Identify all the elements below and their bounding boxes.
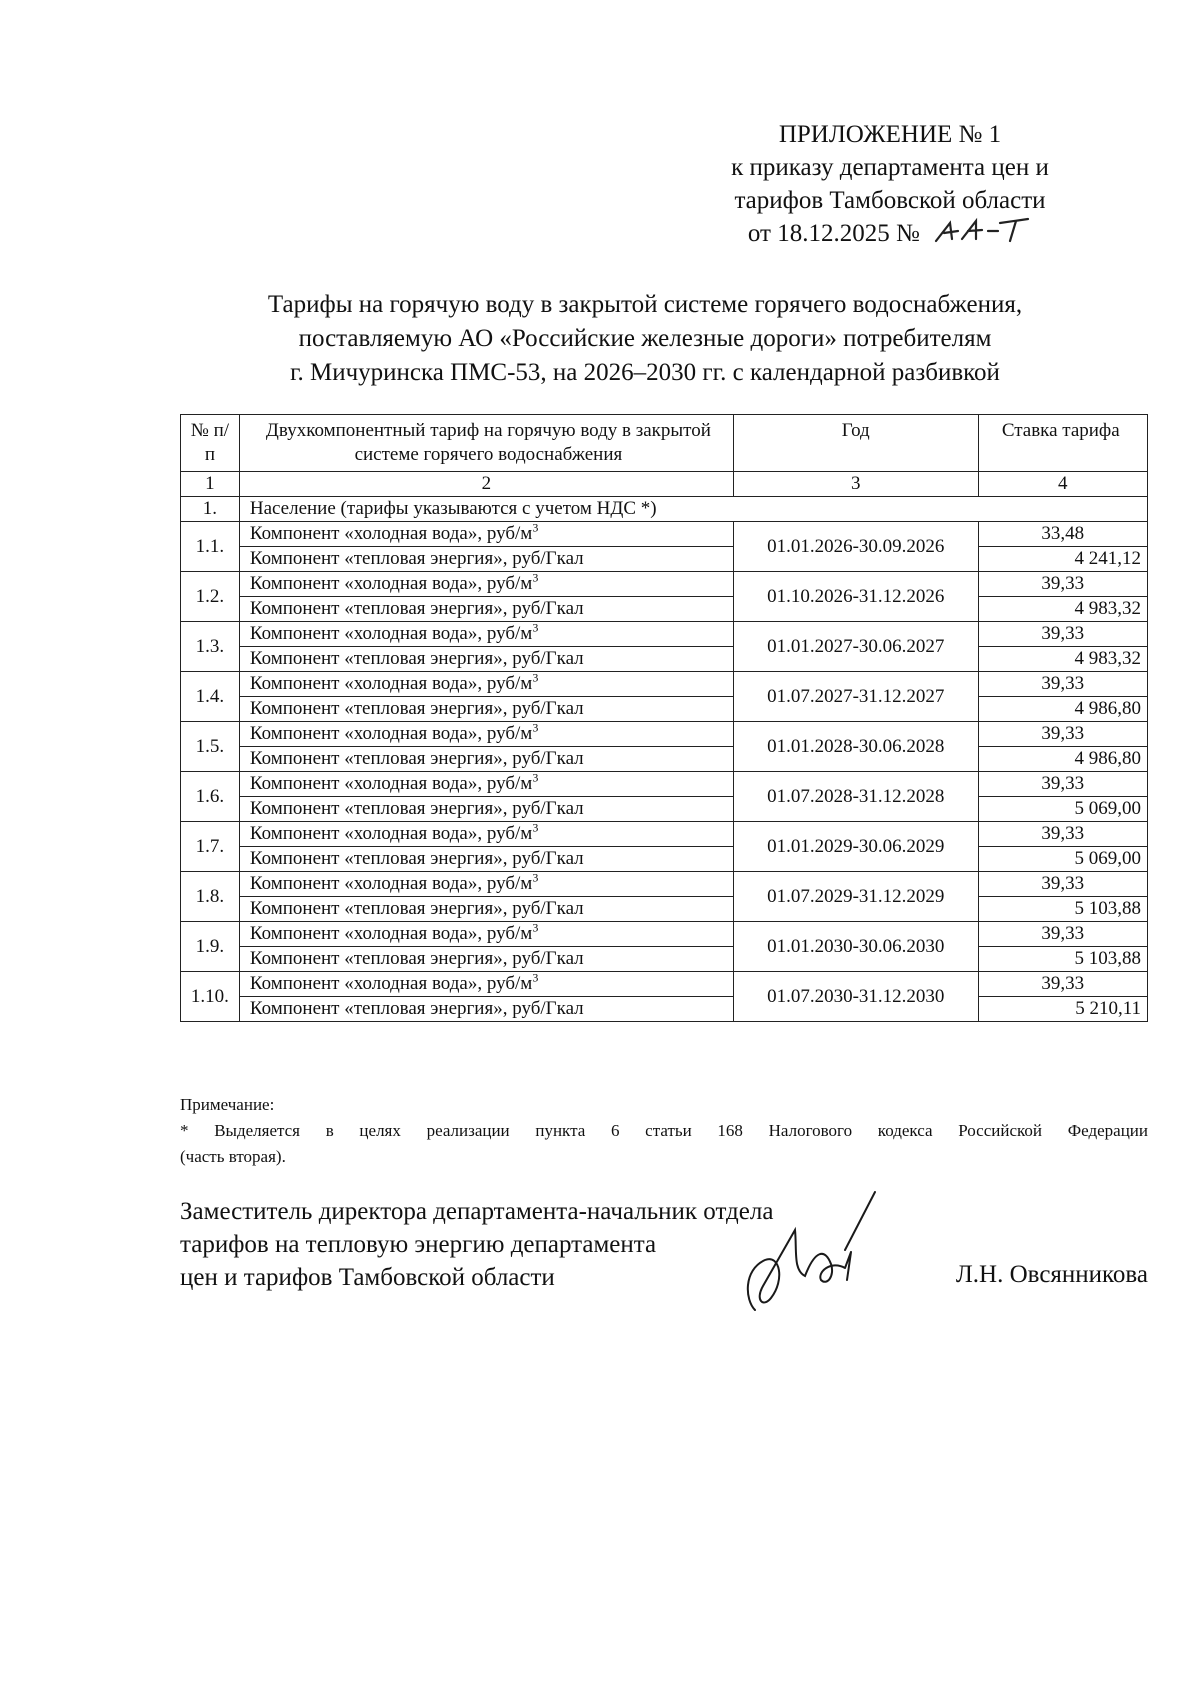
- cold-water-label: [239, 972, 733, 997]
- order-number-handwritten: [932, 217, 1032, 254]
- table-row: [181, 622, 1148, 647]
- cubic-superscript: 3: [532, 770, 539, 785]
- table-row: [181, 772, 1148, 797]
- section-label: Население (тарифы указываются с учетом НДС *): [239, 497, 1147, 522]
- cold-water-rate: 39,33: [978, 972, 1147, 997]
- cold-water-rate: 39,33: [978, 722, 1147, 747]
- table-row: [181, 797, 1148, 822]
- cubic-superscript: 3: [532, 970, 539, 985]
- heat-energy-label: Компонент «тепловая энергия», руб/Гкал: [239, 697, 733, 722]
- signer-line-2: тарифов на тепловую энергию департамента: [180, 1231, 657, 1258]
- cold-water-label: [239, 772, 733, 797]
- table-row: [181, 922, 1148, 947]
- row-number: 1.3.: [181, 622, 240, 672]
- period: 01.10.2026-31.12.2026: [733, 572, 978, 622]
- table-row: [181, 747, 1148, 772]
- heat-energy-label: Компонент «тепловая энергия», руб/Гкал: [239, 897, 733, 922]
- cold-water-label: [239, 622, 733, 647]
- index-cell: 3: [733, 472, 978, 497]
- row-number: 1.10.: [181, 972, 240, 1022]
- table-row: [181, 897, 1148, 922]
- heat-energy-label: Компонент «тепловая энергия», руб/Гкал: [239, 847, 733, 872]
- cold-water-label: [239, 572, 733, 597]
- index-row: [181, 472, 1148, 497]
- cubic-superscript: 3: [532, 520, 539, 535]
- heat-energy-label: Компонент «тепловая энергия», руб/Гкал: [239, 797, 733, 822]
- tariff-table: [180, 414, 1148, 1022]
- cold-water-label-text: Компонент «холодная вода», руб/м: [249, 823, 533, 844]
- title-line-1: Тарифы на горячую воду в закрытой системе горячего водоснабжения,: [267, 291, 1023, 318]
- heat-energy-label: Компонент «тепловая энергия», руб/Гкал: [239, 947, 733, 972]
- document-title: [180, 288, 1110, 390]
- appendix-date: от 18.12.2025 №: [747, 220, 920, 247]
- cold-water-label: [239, 922, 733, 947]
- cold-water-label-text: Компонент «холодная вода», руб/м: [249, 773, 533, 794]
- cold-water-label: [239, 672, 733, 697]
- cold-water-label-text: Компонент «холодная вода», руб/м: [249, 523, 533, 544]
- cold-water-label: [239, 822, 733, 847]
- row-number: 1.5.: [181, 722, 240, 772]
- note: [180, 1092, 1148, 1170]
- cubic-superscript: 3: [532, 920, 539, 935]
- header-year: Год: [733, 415, 978, 472]
- heat-energy-label: Компонент «тепловая энергия», руб/Гкал: [239, 997, 733, 1022]
- table-row: [181, 972, 1148, 997]
- heat-energy-label: Компонент «тепловая энергия», руб/Гкал: [239, 747, 733, 772]
- heat-energy-rate: 5 103,88: [978, 897, 1147, 922]
- cold-water-rate: 39,33: [978, 622, 1147, 647]
- table-row: [181, 847, 1148, 872]
- heat-energy-label: Компонент «тепловая энергия», руб/Гкал: [239, 597, 733, 622]
- cold-water-label-text: Компонент «холодная вода», руб/м: [249, 673, 533, 694]
- cold-water-label-text: Компонент «холодная вода», руб/м: [249, 623, 533, 644]
- row-number: 1.8.: [181, 872, 240, 922]
- period: 01.01.2030-30.06.2030: [733, 922, 978, 972]
- index-cell: 1: [181, 472, 240, 497]
- header-no: № п/п: [181, 415, 240, 472]
- heat-energy-rate: 5 103,88: [978, 947, 1147, 972]
- table-row: [181, 572, 1148, 597]
- index-cell: 4: [978, 472, 1147, 497]
- heat-energy-rate: 5 069,00: [978, 847, 1147, 872]
- period: 01.01.2027-30.06.2027: [733, 622, 978, 672]
- appendix-line-2: к приказу департамента цен и: [731, 154, 1049, 181]
- table-row: [181, 647, 1148, 672]
- table-header-row: [181, 415, 1148, 472]
- table-row: [181, 522, 1148, 547]
- row-number: 1.9.: [181, 922, 240, 972]
- title-line-2: поставляемую АО «Российские железные дороги» потребителям: [298, 325, 992, 352]
- table-row: [181, 872, 1148, 897]
- heat-energy-rate: 4 986,80: [978, 747, 1147, 772]
- table-row: [181, 547, 1148, 572]
- period: 01.07.2030-31.12.2030: [733, 972, 978, 1022]
- table-row: [181, 597, 1148, 622]
- note-line-2: (часть вторая).: [180, 1147, 286, 1166]
- table-row: [181, 822, 1148, 847]
- heat-energy-label: Компонент «тепловая энергия», руб/Гкал: [239, 547, 733, 572]
- note-heading: Примечание:: [180, 1095, 275, 1114]
- cold-water-rate: 39,33: [978, 872, 1147, 897]
- cubic-superscript: 3: [532, 870, 539, 885]
- table-row: [181, 672, 1148, 697]
- header-rate: Ставка тарифа: [978, 415, 1147, 472]
- cubic-superscript: 3: [532, 820, 539, 835]
- heat-energy-label: Компонент «тепловая энергия», руб/Гкал: [239, 647, 733, 672]
- cubic-superscript: 3: [532, 620, 539, 635]
- heat-energy-rate: 4 983,32: [978, 647, 1147, 672]
- cubic-superscript: 3: [532, 670, 539, 685]
- cold-water-label: [239, 522, 733, 547]
- cold-water-rate: 39,33: [978, 572, 1147, 597]
- heat-energy-rate: 5 069,00: [978, 797, 1147, 822]
- cold-water-rate: 39,33: [978, 822, 1147, 847]
- heat-energy-rate: 4 983,32: [978, 597, 1147, 622]
- heat-energy-rate: 5 210,11: [978, 997, 1147, 1022]
- signer-line-3: цен и тарифов Тамбовской области: [180, 1264, 555, 1291]
- table-row: [181, 947, 1148, 972]
- row-number: 1.4.: [181, 672, 240, 722]
- title-line-3: г. Мичуринска ПМС-53, на 2026–2030 гг. с календарной разбивкой: [290, 359, 1000, 386]
- period: 01.01.2026-30.09.2026: [733, 522, 978, 572]
- heat-energy-rate: 4 241,12: [978, 547, 1147, 572]
- signer-position: [180, 1195, 773, 1294]
- cold-water-rate: 39,33: [978, 672, 1147, 697]
- row-number: 1.7.: [181, 822, 240, 872]
- table-row: [181, 722, 1148, 747]
- cold-water-label-text: Компонент «холодная вода», руб/м: [249, 723, 533, 744]
- heat-energy-rate: 4 986,80: [978, 697, 1147, 722]
- index-cell: 2: [239, 472, 733, 497]
- cold-water-rate: 39,33: [978, 772, 1147, 797]
- row-number: 1.1.: [181, 522, 240, 572]
- cold-water-label: [239, 872, 733, 897]
- cubic-superscript: 3: [532, 570, 539, 585]
- cold-water-label-text: Компонент «холодная вода», руб/м: [249, 873, 533, 894]
- cubic-superscript: 3: [532, 720, 539, 735]
- handwritten-signature: [735, 1190, 905, 1325]
- table-row: [181, 997, 1148, 1022]
- period: 01.07.2027-31.12.2027: [733, 672, 978, 722]
- row-number: 1.2.: [181, 572, 240, 622]
- section-row: [181, 497, 1148, 522]
- cold-water-rate: 33,48: [978, 522, 1147, 547]
- period: 01.01.2029-30.06.2029: [733, 822, 978, 872]
- cold-water-label: [239, 722, 733, 747]
- appendix-title: ПРИЛОЖЕНИЕ № 1: [778, 121, 1002, 148]
- cold-water-label-text: Компонент «холодная вода», руб/м: [249, 923, 533, 944]
- header-name: Двухкомпонентный тариф на горячую воду в закрытой системе горячего водоснабжения: [239, 415, 733, 472]
- row-number: 1.6.: [181, 772, 240, 822]
- period: 01.07.2028-31.12.2028: [733, 772, 978, 822]
- appendix-header: [700, 118, 1080, 254]
- table-row: [181, 697, 1148, 722]
- period: 01.07.2029-31.12.2029: [733, 872, 978, 922]
- section-no: 1.: [181, 497, 240, 522]
- cold-water-rate: 39,33: [978, 922, 1147, 947]
- signer-line-1: Заместитель директора департамента-начальник отдела: [180, 1198, 774, 1225]
- period: 01.01.2028-30.06.2028: [733, 722, 978, 772]
- appendix-date-line: [700, 217, 1080, 254]
- note-line-1: * Выделяется в целях реализации пункта 6 статьи 168 Налогового кодекса Российской Федерации: [180, 1121, 1148, 1140]
- appendix-line-3: тарифов Тамбовской области: [734, 187, 1046, 214]
- cold-water-label-text: Компонент «холодная вода», руб/м: [249, 573, 533, 594]
- cold-water-label-text: Компонент «холодная вода», руб/м: [249, 973, 533, 994]
- signer-name: Л.Н. Овсянникова: [955, 1261, 1148, 1288]
